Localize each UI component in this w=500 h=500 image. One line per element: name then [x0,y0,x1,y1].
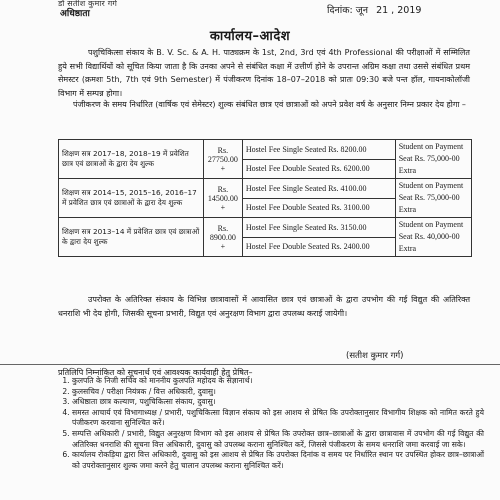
fee-row [59,218,472,238]
registration-paragraph: पशुचिकित्सा संकाय के B. V. Sc. & A. H. पाठ्यक्रम के 1st, 2nd, 3rd एवं 4th Professional की परीक्षाओं में सम्मिलित हुये सभी विद्यार्थियों को सूचित किया जाता है कि उनका अपने से संबंधित कक्षा में उत्तीर्ण होने के उपरान्त अग्रिम कक्षा तथा उससे संबंधित प्रथम सेमस्टर (क्रमशः 5th, 7th एवं 9th Semester) में पंजीकरण दिनांक 18–07–2018 को प्रातः 09:30 बजे पन्त हॉल, गायनाकोलॉजी विभाग में सम्पन्न होगा। [58,48,470,98]
copy-to-heading: प्रतिलिपि निम्नांकित को सूचनार्थ एवं आवश्यक कार्यवाही हेतु प्रेषित– [58,368,253,377]
hostel-single-cell: Hostel Fee Single Seated Rs. 3150.00 [242,218,395,238]
section-divider [0,364,500,365]
hostel-double-cell: Hostel Fee Double Seated Rs. 2400.00 [242,237,395,257]
fee-row [59,140,472,160]
document-title: कार्यालय–आदेश [209,29,291,44]
payment-seat-cell: Student on Payment Seat Rs. 75,000-00 Extra [395,140,471,179]
list-item: 3. अधिष्ठाता छात्र कल्याण, पशुचिकित्सा संकाय, दुवासु। [72,397,484,408]
fee-amount-cell: Rs. 8900.00 + [203,218,242,257]
officer-designation: अधिष्ठाता [60,9,90,19]
session-cell: शिक्षण सत्र 2013–14 में प्रवेशित छात्र एवं छात्राओं के द्वारा देय शुल्क [59,218,204,257]
session-cell: शिक्षण सत्र 2014–15, 2015–16, 2016–17 में प्रवेशित छात्र एवं छात्राओं के द्वारा देय शुल्क [59,179,204,218]
list-item: 6. कार्यालय रोकड़िया द्वारा वित्त अधिकारी, दुवासु को इस आशय से प्रेषित कि उपरोक्त दिनांक व समय पर निर्धारित स्थान पर उपस्थित होकर छात्र–छात्राओं को उपरोक्तानुसार शुल्क जमा करने हेतु चालान उपलब्ध कराना सुनिश्चित करें। [72,450,484,471]
fee-amount-cell: Rs. 14500.00 + [203,179,242,218]
signature-name: (सतीश कुमार गर्ग) [346,351,404,361]
officer-name-partial: डॉ सतीश कुमार गर्ग [58,0,118,8]
list-item: 4. समस्त आचार्य एवं विभागाध्यक्ष / प्रभारी, पशुचिकित्सा विज्ञान संकाय को इस आशय से प्रेषित कि उपरोक्तानुसार विभागीय शिक्षक को नामित करते हुये पंजीकरण करवाना सुनिश्चित करें। [72,408,484,429]
list-item: 1. कुलपति के निजी सचिव को माननीय कुलपति महोदय के संज्ञानार्थ। [72,376,484,387]
hostel-double-cell: Hostel Fee Double Seated Rs. 6200.00 [242,159,395,179]
session-cell: शिक्षण सत्र 2017–18, 2018–19 में प्रवेशित छात्र एवं छात्राओं के द्वारा देय शुल्क [59,140,204,179]
fee-intro-paragraph: पंजीकरण के समय निर्धारित (वार्षिक एवं सेमेस्टर) शुल्क संबंधित छात्र एवं छात्राओं को अपने प्रवेश वर्ष के अनुसार निम्न प्रकार देय होगा – [73,100,466,109]
fee-amount-cell: Rs. 27750.00 + [203,140,242,179]
list-item: 2. कुलसचिव / परीक्षा नियंत्रक / वित्त अधिकारी, दुवासु। [72,387,484,398]
list-item: 5. सम्पत्ति अधिकारी / प्रभारी, विद्युत अनुरक्षण विभाग को इस आशय से प्रेषित कि उपरोक्त छात्र–छात्राओं के द्वारा छात्रावास में उपभोग की गई विद्युत की अतिरिक्त धनराशि की सूचना वित्त अधिकारी, दुवासु को उपलब्ध कराना सुनिश्चित करें, जिससे पंजीकरण के समय धनराशि जमा करवाई जा सके। [72,429,484,450]
date-value: 21 , 2019 [376,5,422,16]
hostel-single-cell: Hostel Fee Single Seated Rs. 8200.00 [242,140,395,160]
payment-seat-cell: Student on Payment Seat Rs. 75,000-00 Extra [395,179,471,218]
date-label: दिनांक: जून [327,5,369,16]
document-date [327,3,421,16]
fee-row [59,179,472,199]
electricity-paragraph: उपरोक्त के अतिरिक्त संकाय के विभिन्न छात्रावासों में आवासित छात्र एवं छात्राओं के द्वारा उपभोग की गई विद्युत की अतिरिक्त धनराशि भी देय होगी, जिसकी सूचना प्रभारी, विद्युत एवं अनुरक्षण विभाग द्वारा उपलब्ध कराई जायेगी। [58,295,470,318]
hostel-double-cell: Hostel Fee Double Seated Rs. 3100.00 [242,198,395,218]
copy-to-list [58,376,484,471]
hostel-single-cell: Hostel Fee Single Seated Rs. 4100.00 [242,179,395,199]
fee-table [58,139,472,257]
payment-seat-cell: Student on Payment Seat Rs. 40,000-00 Extra [395,218,471,257]
